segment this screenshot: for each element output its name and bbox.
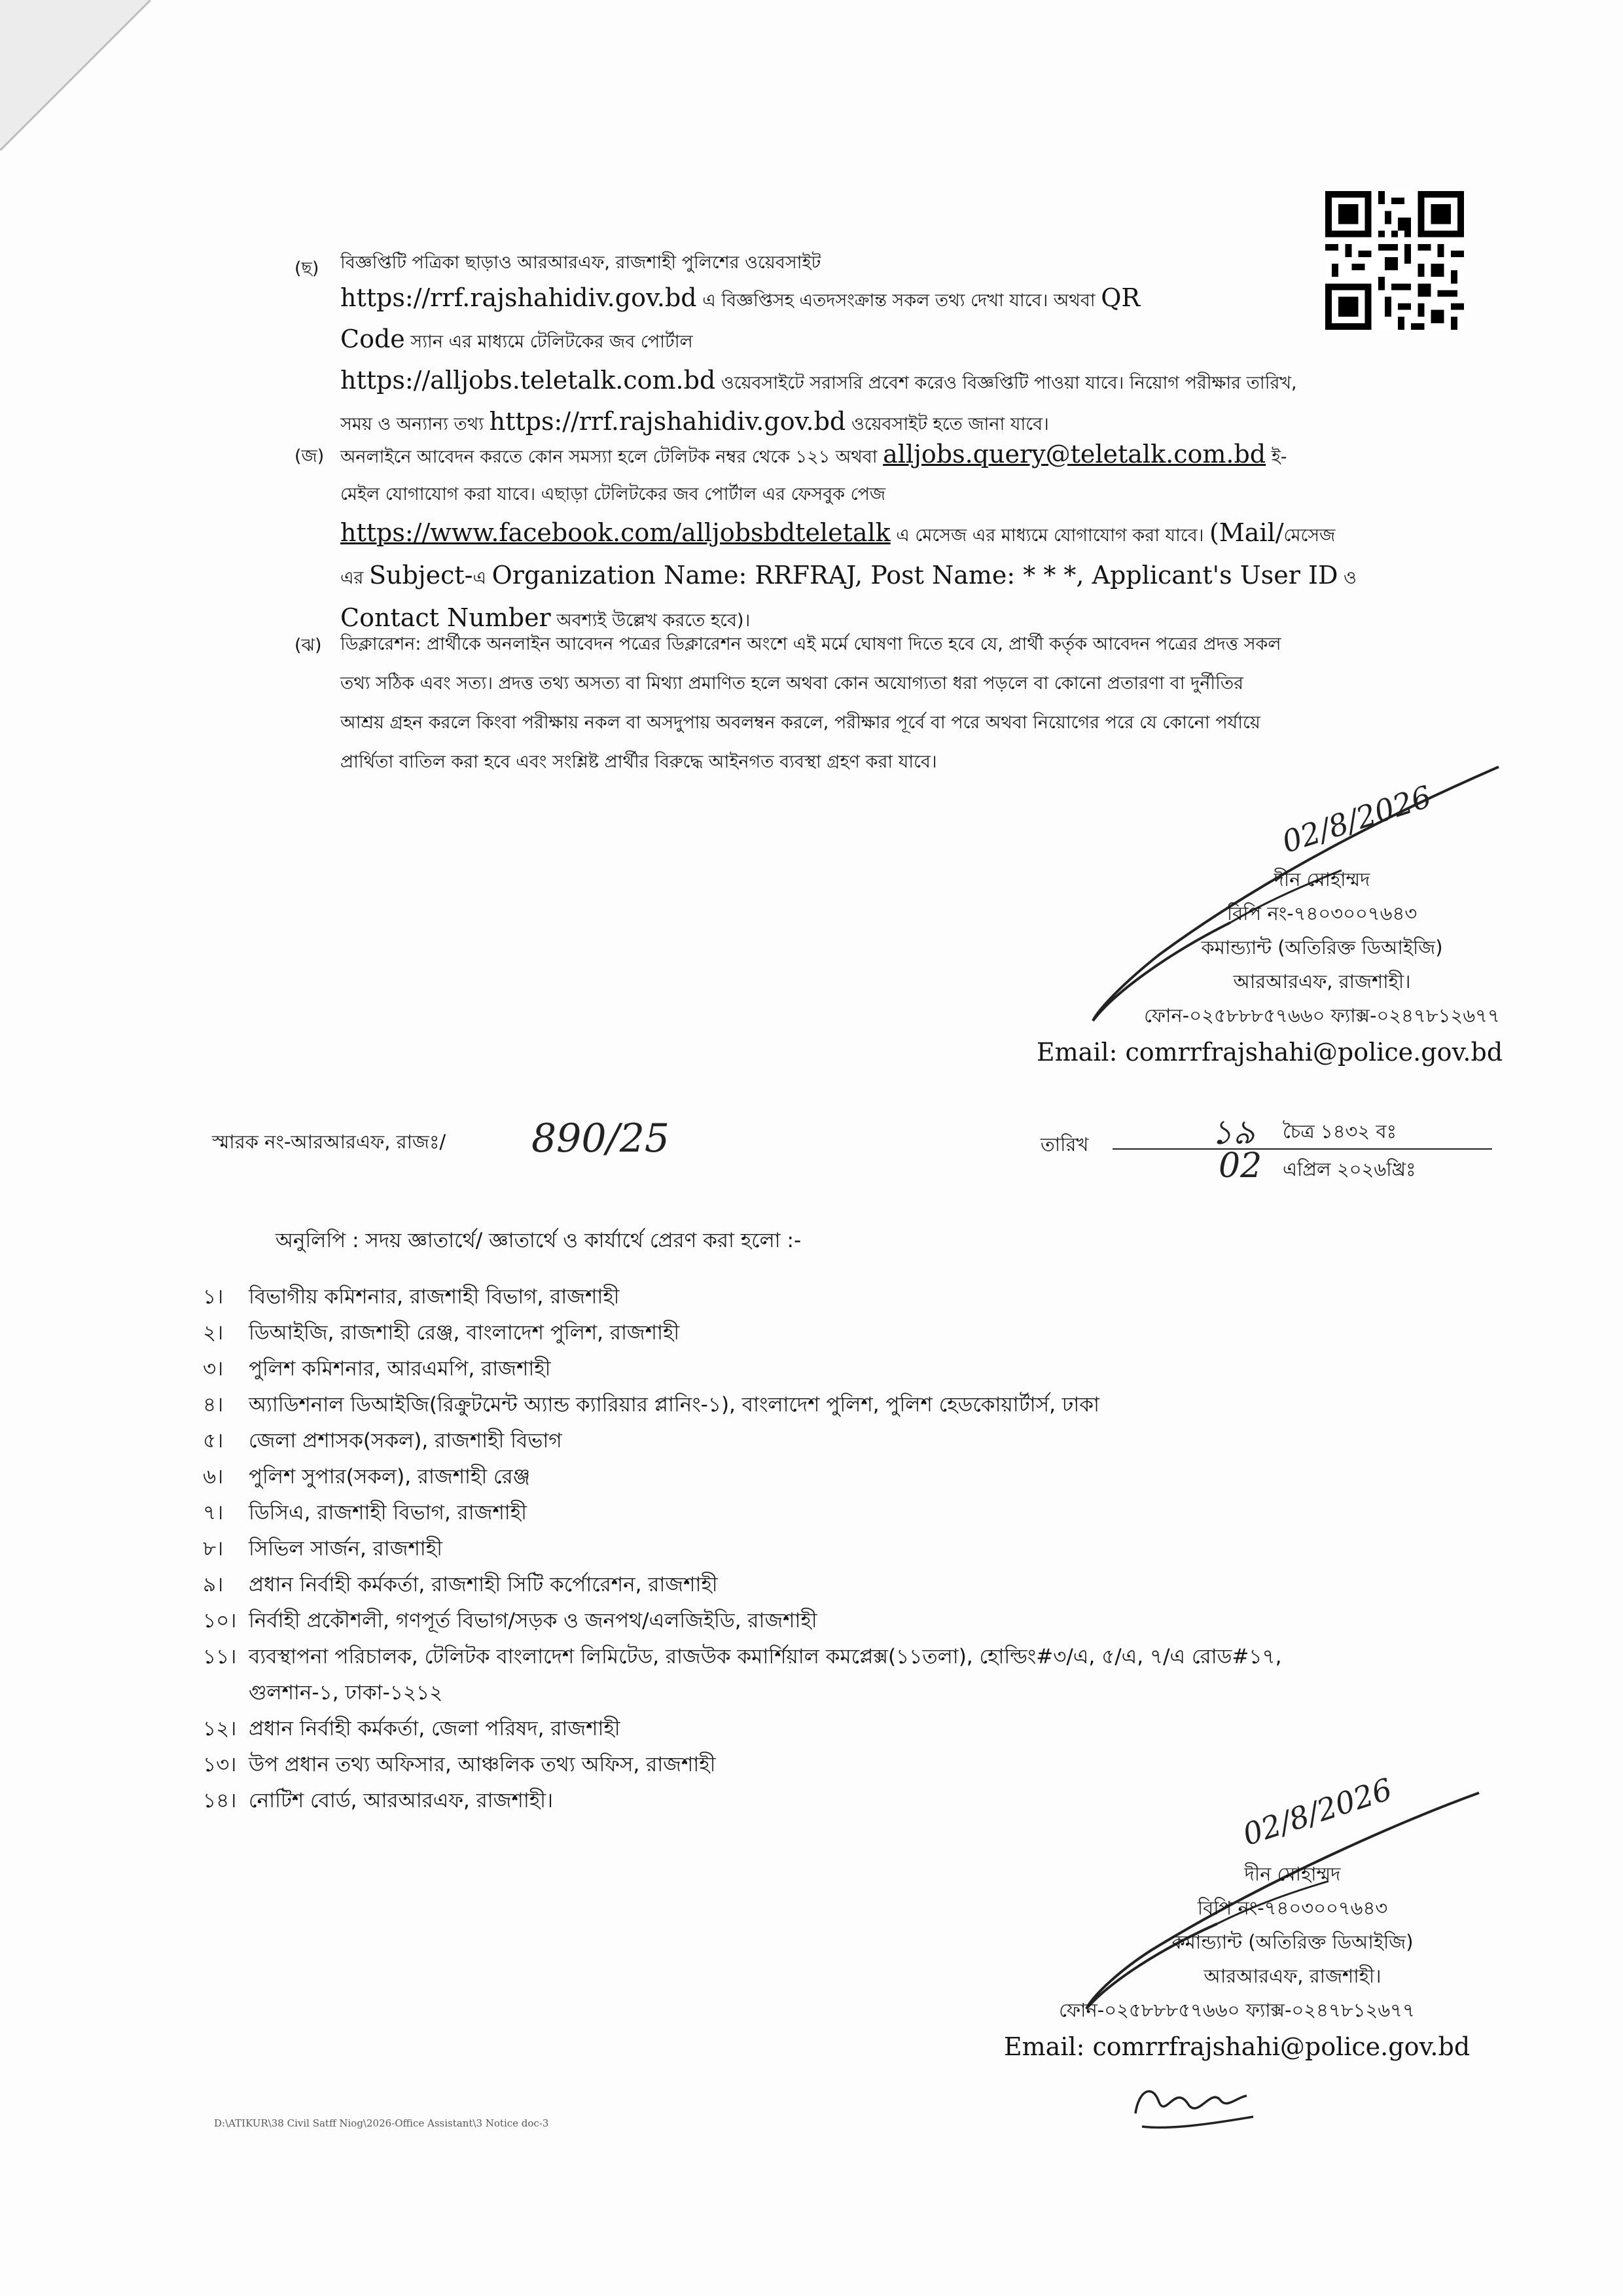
list-item: ৮। সিভিল সার্জন, রাজশাহী bbox=[203, 1537, 442, 1561]
date-divider bbox=[1113, 1148, 1492, 1150]
list-item: ৯। প্রধান নির্বাহী কর্মকর্তা, রাজশাহী সিটি কর্পোরেশন, রাজশাহী bbox=[203, 1573, 718, 1597]
memo-ref-number: 890/25 bbox=[531, 1116, 670, 1161]
eng-day: 02 bbox=[1219, 1146, 1262, 1186]
jha-line-3: আশ্রয় গ্রহন করলে কিংবা পরীক্ষায় নকল বা অসদুপায় অবলম্বন করলে, পরীক্ষার পূর্বে বা পরে অথবা নিয়োগের পরে যে কোনো পর্যায়ে bbox=[340, 713, 1260, 733]
signer-email[interactable]: Email: comrrfrajshahi@police.gov.bd bbox=[1036, 1038, 1503, 1067]
list-item: ৭। ডিসিএ, রাজশাহী বিভাগ, রাজশাহী bbox=[203, 1501, 527, 1525]
chha-url-2[interactable]: https://alljobs.teletalk.com.bd bbox=[340, 366, 716, 395]
jha-line-2: তথ্য সঠিক এবং সত্য। প্রদত্ত তথ্য অসত্য বা মিথ্যা প্রমাণিত হলে অথবা কোন অযোগ্যতা ধরা পড়লে বা কোনো প্রতারণা বা দুর্নীতির bbox=[340, 673, 1243, 694]
ja-line-2: মেইল যোগাযোগ করা যাবে। এছাড়া টেলিটকের জব পোর্টাল এর ফেসবুক পেজ bbox=[340, 484, 886, 504]
signer-office-2: আরআরএফ, রাজশাহী। bbox=[1204, 1965, 1382, 1987]
eng-date: এপ্রিল ২০২৬খ্রিঃ bbox=[1283, 1158, 1416, 1180]
chha-text-4: ওয়েবসাইটে সরাসরি প্রবেশ করেও বিজ্ঞপ্তিটি পাওয়া যাবে। নিয়োগ পরীক্ষার তারিখ, bbox=[721, 373, 1297, 393]
chha-text-2: এ বিজ্ঞপ্তিসহ এতদসংক্রান্ত সকল তথ্য দেখা যাবে। অথবা bbox=[702, 291, 1096, 311]
list-item: ৫। জেলা প্রশাসক(সকল), রাজশাহী বিভাগ bbox=[203, 1429, 562, 1453]
ja-text-3a: এ মেসেজ এর মাধ্যমে যোগাযোগ করা যাবে। bbox=[896, 525, 1204, 546]
jha-line-1: ডিক্লারেশন: প্রার্থীকে অনলাইন আবেদন পত্রের ডিক্লারেশন অংশে এই মর্মে ঘোষণা দিতে হবে যে, প্রার্থী কর্তৃক আবেদন পত্রের প্রদত্ত সকল bbox=[340, 634, 1281, 654]
chha-url-1[interactable]: https://rrf.rajshahidiv.gov.bd bbox=[340, 283, 697, 312]
chha-text-3: স্যান এর মাধ্যমে টেলিটকের জব পোর্টাল bbox=[410, 332, 693, 352]
signer-designation-2: কমান্ড্যান্ট (অতিরিক্ত ডিআইজি) bbox=[1171, 1931, 1414, 1953]
folded-corner bbox=[0, 0, 151, 150]
list-item: ১৪। নোটিশ বোর্ড, আরআরএফ, রাজশাহী। bbox=[203, 1789, 554, 1812]
signer-name-2: দীন মোহাম্মদ bbox=[1244, 1863, 1341, 1885]
list-item: ৬। পুলিশ সুপার(সকল), রাজশাহী রেঞ্জ bbox=[203, 1465, 531, 1489]
list-item: ১১। ব্যবস্থাপনা পরিচালক, টেলিটক বাংলাদেশ লিমিটেড, রাজউক কমার্শিয়াল কমপ্লেক্স(১১তলা), হোল্ডিং#৩/এ, ৫/এ, ৭/এ রোড#১৭, bbox=[203, 1645, 1282, 1669]
signer-phone-2: ফোন-০২৫৮৮৮৫৭৬৬০ ফ্যাক্স-০২৪৭৮১২৬৭৭ bbox=[1059, 1999, 1415, 2021]
signer-name: দীন মোহাম্মদ bbox=[1274, 868, 1370, 891]
list-item-continuation: গুলশান-১, ঢাকা-১২১২ bbox=[249, 1681, 443, 1704]
list-item: ১৩। উপ প্রধান তথ্য অফিসার, আঞ্চলিক তথ্য অফিস, রাজশাহী bbox=[203, 1753, 716, 1776]
signer-office: আরআরএফ, রাজশাহী। bbox=[1233, 970, 1411, 993]
para-chha-cont bbox=[340, 361, 1512, 444]
ja-text-4c: ও bbox=[1344, 568, 1357, 588]
initials-signature bbox=[1129, 2064, 1260, 2136]
chha-text-5b: ওয়েবসাইট হতে জানা যাবে। bbox=[851, 414, 1049, 434]
signer-bp-2: বিপি নং-৭৪০৩০০৭৬৪৩ bbox=[1197, 1897, 1388, 1919]
jha-line-4: প্রার্থিতা বাতিল করা হবে এবং সংশ্লিষ্ট প্রার্থীর বিরুদ্ধে আইনগত ব্যবস্থা গ্রহণ করা যাবে। bbox=[340, 752, 937, 772]
para-chha bbox=[340, 247, 1322, 361]
ja-mail-word: (Mail/ bbox=[1209, 518, 1284, 547]
list-item: ১। বিভাগীয় কমিশনার, রাজশাহী বিভাগ, রাজশাহী bbox=[203, 1285, 620, 1309]
list-item: ১২। প্রধান নির্বাহী কর্মকর্তা, জেলা পরিষদ, রাজশাহী bbox=[203, 1717, 620, 1740]
para-ja bbox=[340, 435, 1518, 641]
bangla-day: ১৯ bbox=[1211, 1113, 1255, 1152]
handwritten-date-1: 02/8/2026 bbox=[1277, 778, 1436, 860]
para-chha-marker: (ছ) bbox=[294, 258, 319, 279]
ja-facebook-link[interactable]: https://www.facebook.com/alljobsbdteletalk bbox=[340, 518, 891, 547]
ja-text-4b: এ bbox=[473, 568, 487, 588]
signer-phone: ফোন-০২৫৮৮৮৫৭৬৬০ ফ্যাক্স-০২৪৭৮১২৬৭৭ bbox=[1144, 1004, 1500, 1027]
signer-bp: বিপি নং-৭৪০৩০০৭৬৪৩ bbox=[1226, 902, 1418, 925]
list-item: ১০। নির্বাহী প্রকৌশলী, গণপূর্ত বিভাগ/সড়ক ও জনপথ/এলজিইডি, রাজশাহী bbox=[203, 1609, 817, 1633]
list-item: ২। ডিআইজি, রাজশাহী রেঞ্জ, বাংলাদেশ পুলিশ, রাজশাহী bbox=[203, 1321, 680, 1345]
para-ja-marker: (জ) bbox=[294, 446, 325, 467]
ja-text-1a: অনলাইনে আবেদন করতে কোন সমস্যা হলে টেলিটক নম্বর থেকে ১২১ অথবা bbox=[340, 447, 878, 467]
ja-text-4a: এর bbox=[340, 568, 364, 588]
chha-text-5a: সময় ও অন্যান্য তথ্য bbox=[340, 414, 484, 434]
ja-text-1b: ই- bbox=[1271, 447, 1287, 467]
signature-block-1 bbox=[1021, 862, 1518, 1072]
para-chha-line1: বিজ্ঞপ্তিটি পত্রিকা ছাড়াও আরআরএফ, রাজশাহী পুলিশের ওয়েবসাইট bbox=[340, 253, 821, 273]
ja-text-3b: মেসেজ bbox=[1283, 525, 1336, 546]
memo-ref-label: স্মারক নং-আরআরএফ, রাজঃ/ bbox=[212, 1131, 446, 1153]
list-item: ৪। অ্যাডিশনাল ডিআইজি(রিক্রুটমেন্ট অ্যান্ড ক্যারিয়ার প্লানিং-১), বাংলাদেশ পুলিশ, পুলিশ হেডকোয়ার্টার্স, ঢাকা bbox=[203, 1393, 1099, 1417]
list-item: ৩। পুলিশ কমিশনার, আরএমপি, রাজশাহী bbox=[203, 1357, 551, 1381]
date-label: তারিখ bbox=[1041, 1133, 1089, 1156]
ja-subject: Subject- bbox=[369, 561, 473, 590]
handwritten-date-2: 02/8/2026 bbox=[1238, 1771, 1397, 1853]
copy-heading: অনুলিপি : সদয় জ্ঞাতার্থে/ জ্ঞাতার্থে ও কার্যার্থে প্রেরণ করা হলো :- bbox=[276, 1229, 802, 1252]
ja-email-link[interactable]: alljobs.query@teletalk.com.bd bbox=[883, 440, 1266, 468]
chha-qr-word: QR bbox=[1101, 283, 1140, 312]
chha-code-word: Code bbox=[340, 325, 405, 353]
signer-email-2[interactable]: Email: comrrfrajshahi@police.gov.bd bbox=[1003, 2032, 1471, 2061]
para-jha bbox=[340, 625, 1518, 782]
ja-org: Organization Name: RRFRAJ, Post Name: * * *, Applicant's User ID bbox=[491, 561, 1338, 590]
signer-designation: কমান্ড্যান্ট (অতিরিক্ত ডিআইজি) bbox=[1201, 936, 1443, 959]
ja-text-5: অবশ্যই উল্লেখ করতে হবে)। bbox=[556, 610, 751, 631]
chha-url-3[interactable]: https://rrf.rajshahidiv.gov.bd bbox=[489, 407, 846, 436]
signature-block-2 bbox=[982, 1857, 1492, 2066]
ja-contact: Contact Number bbox=[340, 603, 551, 632]
bangla-date: চৈত্র ১৪৩২ বঃ bbox=[1283, 1120, 1397, 1142]
file-path-footer: D:\ATIKUR\38 Civil Satff Niog\2026-Office Assistant\3 Notice doc-3 bbox=[214, 2117, 549, 2129]
qr-code bbox=[1325, 191, 1464, 330]
para-jha-marker: (ঝ) bbox=[294, 635, 322, 656]
